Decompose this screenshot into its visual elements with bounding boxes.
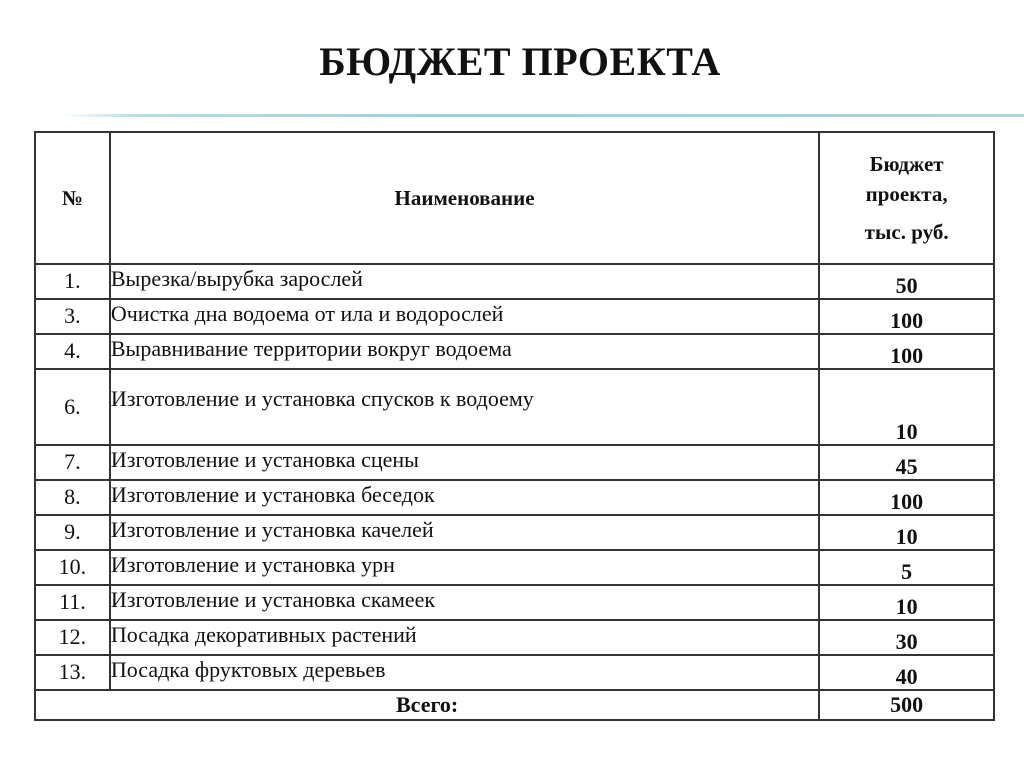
row-value: 30 bbox=[819, 620, 994, 655]
table-row bbox=[35, 264, 994, 299]
total-row bbox=[35, 690, 994, 720]
row-value: 40 bbox=[819, 655, 994, 690]
budget-table bbox=[34, 131, 995, 721]
header-budget-line1: Бюджет bbox=[869, 152, 944, 176]
row-name: Изготовление и установка урн bbox=[110, 550, 819, 585]
row-num: 6. bbox=[35, 369, 110, 445]
table-row bbox=[35, 445, 994, 480]
row-name: Изготовление и установка скамеек bbox=[110, 585, 819, 620]
header-num: № bbox=[35, 132, 110, 264]
table-row bbox=[35, 620, 994, 655]
page-title: БЮДЖЕТ ПРОЕКТА bbox=[319, 39, 721, 84]
row-name: Посадка фруктовых деревьев bbox=[110, 655, 819, 690]
header-name: Наименование bbox=[110, 132, 819, 264]
table-row bbox=[35, 369, 994, 445]
row-name: Посадка декоративных растений bbox=[110, 620, 819, 655]
row-value: 10 bbox=[819, 585, 994, 620]
table-row bbox=[35, 655, 994, 690]
table-row bbox=[35, 480, 994, 515]
row-value: 100 bbox=[819, 299, 994, 334]
row-value: 100 bbox=[819, 334, 994, 369]
row-num: 12. bbox=[35, 620, 110, 655]
row-num: 11. bbox=[35, 585, 110, 620]
row-num: 4. bbox=[35, 334, 110, 369]
row-value: 10 bbox=[819, 515, 994, 550]
row-value: 5 bbox=[819, 550, 994, 585]
row-name: Вырезка/вырубка зарослей bbox=[110, 264, 819, 299]
row-name: Выравнивание территории вокруг водоема bbox=[110, 334, 819, 369]
header-budget bbox=[819, 132, 994, 264]
header-budget-line2: проекта, bbox=[865, 182, 948, 206]
row-num: 9. bbox=[35, 515, 110, 550]
row-value: 10 bbox=[819, 369, 994, 445]
row-value: 45 bbox=[819, 445, 994, 480]
table-row bbox=[35, 585, 994, 620]
row-value: 100 bbox=[819, 480, 994, 515]
row-num: 13. bbox=[35, 655, 110, 690]
table-header-row bbox=[35, 132, 994, 264]
row-name: Изготовление и установка сцены bbox=[110, 445, 819, 480]
table-row bbox=[35, 299, 994, 334]
row-num: 10. bbox=[35, 550, 110, 585]
header-budget-line3: тыс. руб. bbox=[864, 220, 949, 244]
title-divider bbox=[60, 114, 1024, 117]
total-label: Всего: bbox=[35, 690, 819, 720]
row-name: Очистка дна водоема от ила и водорослей bbox=[110, 299, 819, 334]
table-row bbox=[35, 334, 994, 369]
row-value: 50 bbox=[819, 264, 994, 299]
table-row bbox=[35, 515, 994, 550]
row-num: 8. bbox=[35, 480, 110, 515]
row-name: Изготовление и установка спусков к водоему bbox=[110, 369, 819, 445]
table-row bbox=[35, 550, 994, 585]
row-name: Изготовление и установка качелей bbox=[110, 515, 819, 550]
row-name: Изготовление и установка беседок bbox=[110, 480, 819, 515]
row-num: 1. bbox=[35, 264, 110, 299]
total-value: 500 bbox=[819, 690, 994, 720]
row-num: 3. bbox=[35, 299, 110, 334]
row-num: 7. bbox=[35, 445, 110, 480]
